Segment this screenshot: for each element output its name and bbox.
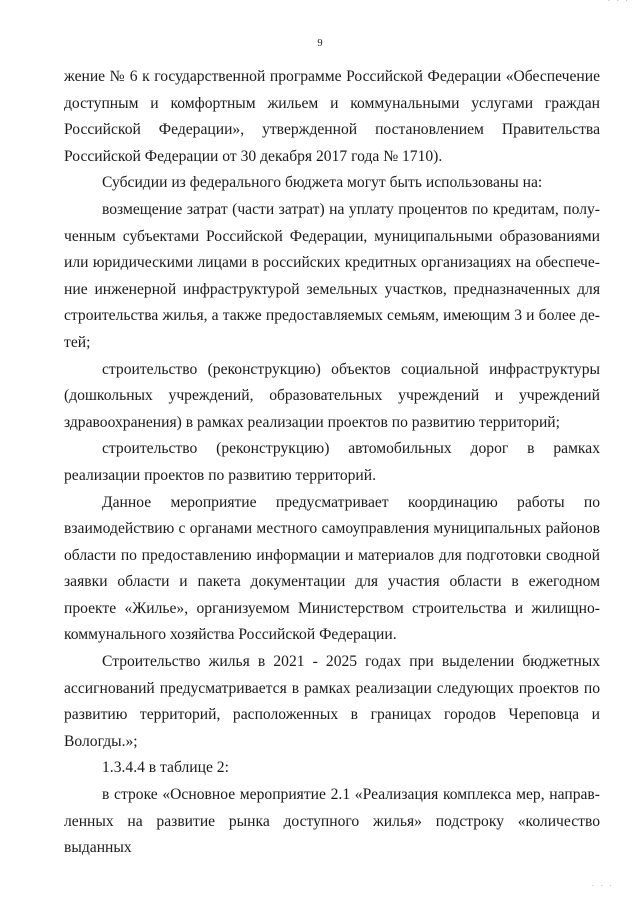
scan-artifact-top: · · · bbox=[607, 0, 630, 5]
scan-artifact-bottom: · · · bbox=[591, 881, 614, 890]
paragraph-housing-construction: Строительство жилья в 2021 - 2025 годах при выделении бюджетных ассигнований предусматривается в рамках реализации следующих проектов по развитию территорий, расположенных в границах городов Череповца и Вологды.»; bbox=[64, 653, 600, 750]
paragraph-table-2-heading: 1.3.4.4 в таблице 2: bbox=[102, 759, 229, 777]
page-number: 9 bbox=[317, 38, 323, 49]
paragraph-continuation: жение № 6 к государственной программе Российской Федерации «Обеспечение доступным и комфортным жильем и коммунальными услугами граждан Российской Федерации», утвержденной постановлением Правительства Российской Федерации от 30 декабря 2017 года № 1710). bbox=[64, 68, 600, 165]
paragraph-coordination: Данное мероприятие предусматривает координацию работы по взаимодействию с органами местного самоуправления муниципальных районов области по предоставлению информации и материалов для подготовки сводной заявки области и пакета документации для участия области в ежегодном проекте «Жилье», организуемом Министерством строительства и жилищно-коммунального хозяйства Российской Федерации. bbox=[64, 493, 600, 644]
paragraph-table-2-row: в строке «Основное мероприятие 2.1 «Реализация комплекса мер, направленных на развитие рынка доступного жилья» подстроку «количество выданных bbox=[64, 786, 600, 857]
document-body bbox=[64, 64, 600, 862]
paragraph-interest-compensation: возмещение затрат (части затрат) на уплату процентов по кредитам, полученным субъектами Российской Федерации, муниципальными образованиями или юридическими лицами в российских кредитных организациях на обеспечение инженерной инфраструктурой земельных участков, предназначенных для строительства жилья, а также предоставляемых семьям, имеющим 3 и более детей; bbox=[64, 200, 600, 351]
paragraph-subsidies-intro: Субсидии из федерального бюджета могут быть использованы на: bbox=[102, 174, 543, 192]
paragraph-roads: строительство (реконструкцию) автомобильных дорог в рамках реализации проектов по развитию территорий. bbox=[64, 440, 600, 484]
paragraph-social-infrastructure: строительство (реконструкцию) объектов социальной инфраструктуры (дошкольных учреждений, образовательных учреждений и учреждений здравоохранения) в рамках реализации проектов по развитию территорий; bbox=[64, 360, 600, 431]
